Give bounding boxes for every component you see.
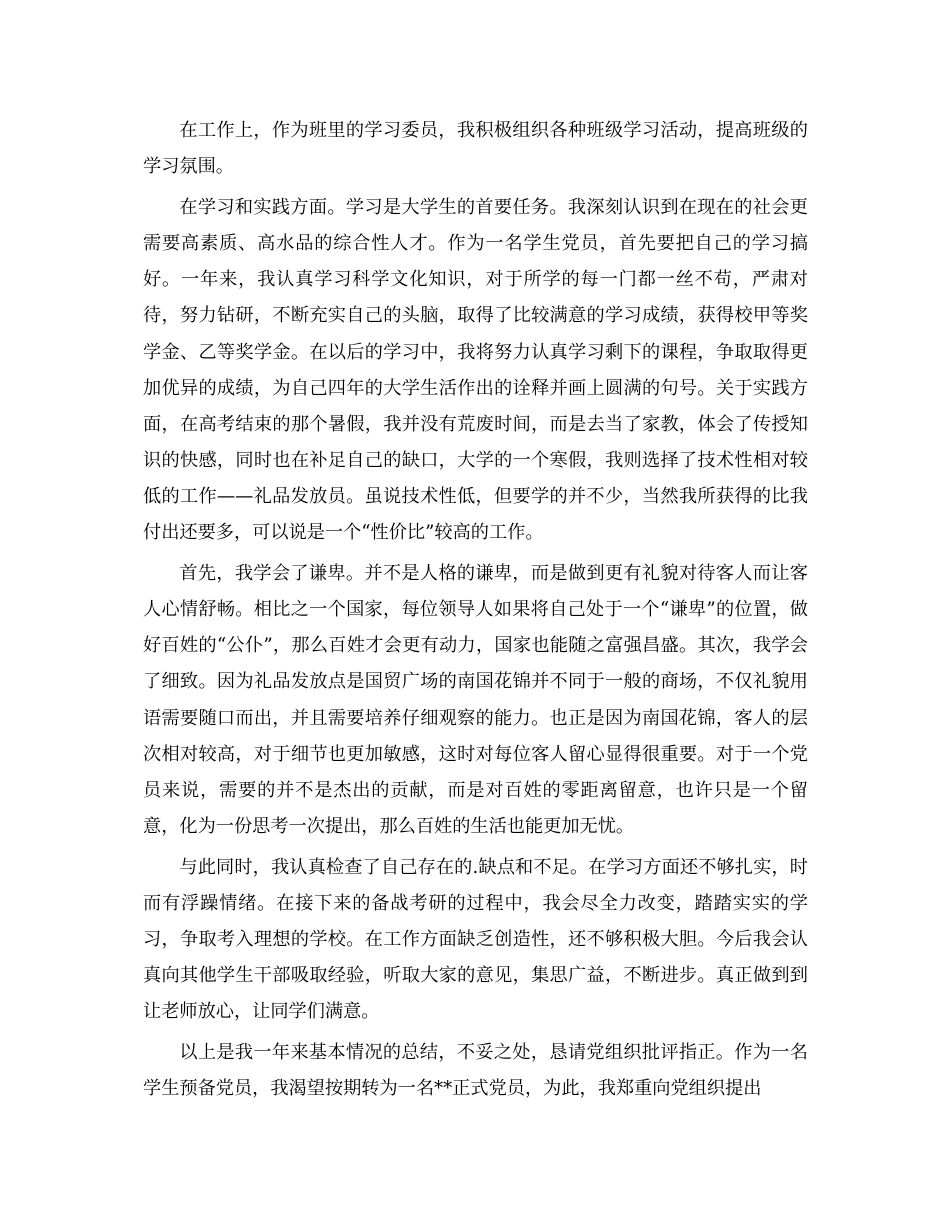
paragraph-shortcomings: 与此同时，我认真检查了自己存在的.缺点和不足。在学习方面还不够扎实，时而有浮躁情绪。在接下来的备战考研的过程中，我会尽全力改变，踏踏实实的学习，争取考入理想的学校。在工作方面缺乏创造性，还不够积极大胆。今后我会认真向其他学生干部吸取经验，听取大家的意见，集思广益，不断进步。真正做到到让老师放心，让同学们满意。: [143, 856, 808, 1023]
document-body: [143, 113, 808, 1113]
paragraph-study-committee: 在工作上，作为班里的学习委员，我积极组织各种班级学习活动，提高班级的学习氛围。: [143, 120, 808, 178]
paragraph-conclusion: 以上是我一年来基本情况的总结，不妥之处，恳请党组织批评指正。作为一名学生预备党员，我渴望按期转为一名**正式党员，为此，我郑重向党组织提出: [143, 1042, 808, 1100]
paragraph-study-and-practice: 在学习和实践方面。学习是大学生的首要任务。我深刻认识到在现在的社会更需要高素质、高水品的综合性人才。作为一名学生党员，首先要把自己的学习搞好。一年来，我认真学习科学文化知识，对于所学的每一门都一丝不苟，严肃对待，努力钻研，不断充实自己的头脑，取得了比较满意的学习成绩，获得校甲等奖学金、乙等奖学金。在以后的学习中，我将努力认真学习剩下的课程，争取取得更加优异的成绩，为自己四年的大学生活作出的诠释并画上圆满的句号。关于实践方面，在高考结束的那个暑假，我并没有荒废时间，而是去当了家教，体会了传授知识的快感，同时也在补足自己的缺口，大学的一个寒假，我则选择了技术性相对较低的工作——礼品发放员。虽说技术性低，但要学的并不少，当然我所获得的比我付出还要多，可以说是一个“性价比”较高的工作。: [143, 197, 808, 544]
paragraph-lessons-learned: 首先，我学会了谦卑。并不是人格的谦卑，而是做到更有礼貌对待客人而让客人心情舒畅。相比之一个国家，每位领导人如果将自己处于一个“谦卑”的位置，做好百姓的“公仆”，那么百姓才会更有动力，国家也能随之富强昌盛。其次，我学会了细致。因为礼品发放点是国贸广场的南国花锦并不同于一般的商场，不仅礼貌用语需要随口而出，并且需要培养仔细观察的能力。也正是因为南国花锦，客人的层次相对较高，对于细节也更加敏感，这时对每位客人留心显得很重要。对于一个党员来说，需要的并不是杰出的贡献，而是对百姓的零距离留意，也许只是一个留意，化为一份思考一次提出，那么百姓的生活也能更加无忧。: [143, 563, 808, 837]
